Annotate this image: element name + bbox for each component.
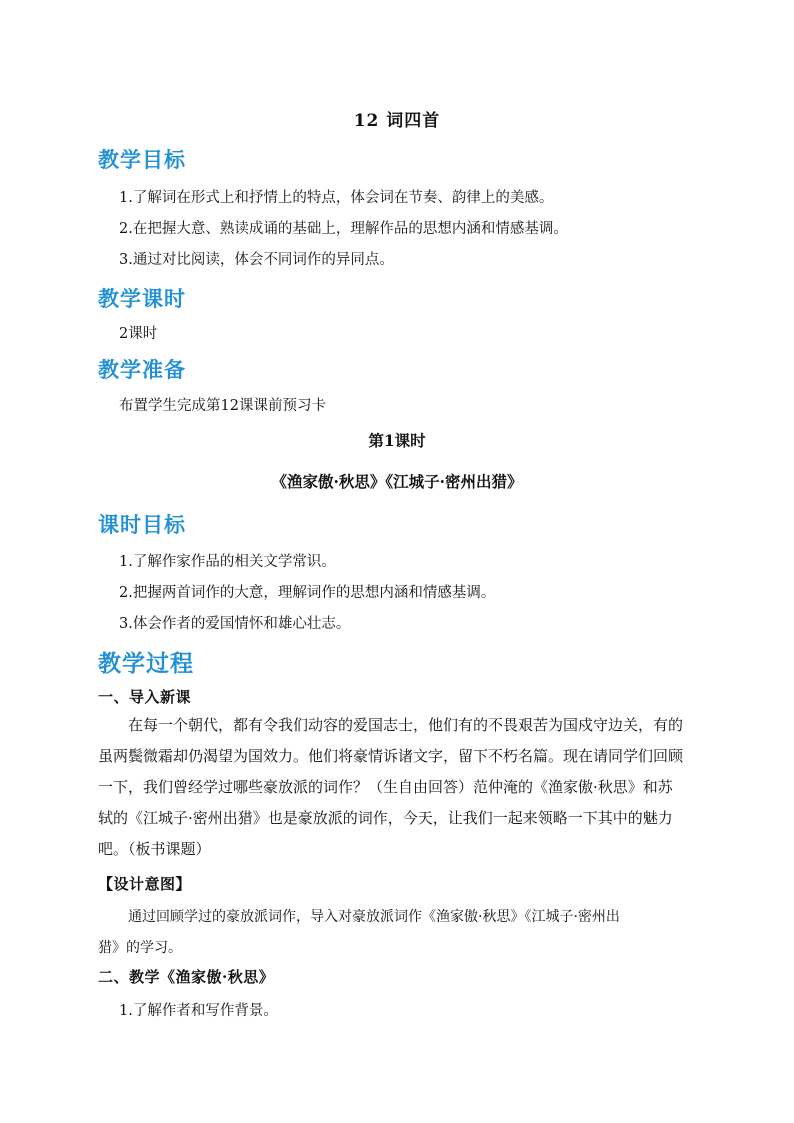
objective-item: 2.在把握大意、熟读成诵的基础上，理解作品的思想内涵和情感基调。 bbox=[119, 221, 568, 237]
heading-teaching-objectives: 教学目标 bbox=[98, 148, 186, 172]
lesson-label: 第1课时 bbox=[368, 431, 426, 450]
lesson-goal-item: 1.了解作家作品的相关文学常识。 bbox=[119, 554, 336, 570]
paragraph-line: 一下，我们曾经学过哪些豪放派的词作？（生自由回答）范仲淹的《渔家傲·秋思》和苏 bbox=[98, 778, 673, 796]
teaching-prep-text: 布置学生完成第12课课前预习卡 bbox=[119, 398, 326, 414]
teaching-hours-value: 2课时 bbox=[119, 326, 158, 342]
heading-teaching-process: 教学过程 bbox=[98, 651, 194, 677]
step2-title: 二、教学《渔家傲·秋思》 bbox=[98, 968, 275, 986]
paragraph-line: 通过回顾学过的豪放派词作，导入对豪放派词作《渔家傲·秋思》《江城子·密州出 bbox=[128, 909, 620, 925]
objective-item: 3.通过对比阅读，体会不同词作的异同点。 bbox=[119, 252, 394, 268]
design-intent-paragraph bbox=[98, 902, 720, 964]
heading-teaching-hours: 教学课时 bbox=[98, 287, 186, 311]
paragraph-line: 吧。（板书课题） bbox=[98, 840, 211, 858]
heading-teaching-prep: 教学准备 bbox=[98, 358, 186, 382]
paragraph-line: 虽两鬓微霜却仍渴望为国效力。他们将豪情诉诸文字，留下不朽名篇。现在请同学们回顾 bbox=[98, 747, 684, 765]
objective-item: 1.了解词在形式上和抒情上的特点，体会词在节奏、韵律上的美感。 bbox=[119, 190, 554, 206]
lesson-works-title: 《渔家傲·秋思》《江城子·密州出猎》 bbox=[271, 472, 523, 491]
step2-item: 1.了解作者和写作背景。 bbox=[119, 1003, 278, 1019]
paragraph-line: 轼的《江城子·密州出猎》也是豪放派的词作，今天，让我们一起来领略一下其中的魅力 bbox=[98, 809, 673, 827]
page-title: 12 词四首 bbox=[353, 111, 441, 131]
intro-paragraph bbox=[98, 710, 720, 865]
design-intent-label: 【设计意图】 bbox=[98, 875, 192, 893]
lesson-goal-item: 2.把握两首词作的大意，理解词作的思想内涵和情感基调。 bbox=[119, 585, 496, 601]
lesson-goal-item: 3.体会作者的爱国情怀和雄心壮志。 bbox=[119, 616, 351, 632]
paragraph-line: 猎》的学习。 bbox=[98, 940, 182, 956]
step1-title: 一、导入新课 bbox=[98, 688, 192, 706]
paragraph-line: 在每一个朝代，都有令我们动容的爱国志士，他们有的不畏艰苦为国戍守边关，有的 bbox=[128, 716, 684, 734]
heading-lesson-goals: 课时目标 bbox=[98, 513, 186, 537]
